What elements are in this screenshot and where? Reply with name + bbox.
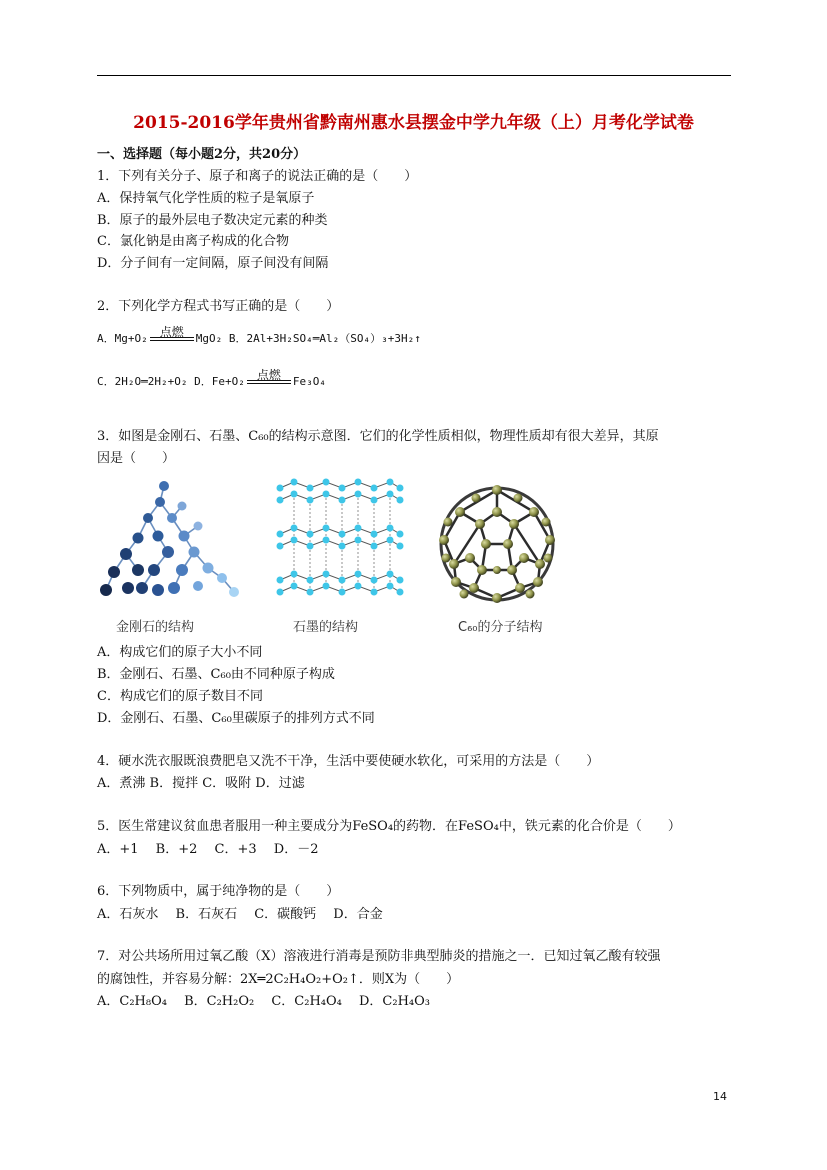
diamond-structure-figure (98, 478, 243, 606)
q2-condition-d: 点燃 (256, 368, 281, 382)
header-rule (97, 75, 731, 76)
q2-condition-arrow-a (148, 325, 196, 346)
caption-graphite: 石墨的结构 (293, 620, 359, 635)
q7-stem-line1: 7．对公共场所用过氧乙酸（X）溶液进行消毒是预防非典型肺炎的措施之一．已知过氧乙酸有较强 (97, 949, 661, 964)
q3-option-c: C．构成它们的原子数目不同 (97, 689, 263, 704)
caption-c60: C₆₀的分子结构 (458, 620, 543, 635)
q2-stem: 2．下列化学方程式书写正确的是（ ） (97, 299, 340, 314)
q4-options: A．煮沸 B．搅拌 C．吸附 D．过滤 (97, 776, 305, 791)
caption-diamond: 金刚石的结构 (116, 620, 195, 635)
q2-option-a-left: A．Mg+O₂ (97, 332, 148, 345)
q5-stem: 5．医生常建议贫血患者服用一种主要成分为FeSO₄的药物．在FeSO₄中，铁元素的化合价是（ ） (97, 819, 681, 834)
q2-option-d-right: Fe₃O₄ (292, 375, 326, 388)
q3-option-d: D．金刚石、石墨、C₆₀里碳原子的排列方式不同 (97, 711, 375, 726)
q1-option-b: B．原子的最外层电子数决定元素的种类 (97, 213, 328, 228)
q2-options-ab (97, 325, 421, 346)
q2-option-c: C．2H₂O═2H₂+O₂ (97, 375, 188, 388)
q2-option-b: B．2Al+3H₂SO₄═Al₂（SO₄）₃+3H₂↑ (228, 332, 421, 345)
page-number: 14 (713, 1090, 727, 1103)
section-heading: 一、选择题（每小题2分，共20分） (97, 147, 307, 162)
q6-stem: 6．下列物质中，属于纯净物的是（ ） (97, 884, 340, 899)
q7-options: A．C₂H₈O₄ B．C₂H₂O₂ C．C₂H₄O₄ D．C₂H₄O₃ (97, 994, 431, 1009)
q3-stem-line2: 因是（ ） (97, 451, 176, 466)
q1-option-d: D．分子间有一定间隔，原子间没有间隔 (97, 256, 329, 271)
q4-stem: 4．硬水洗衣服既浪费肥皂又洗不干净，生活中要使硬水软化，可采用的方法是（ ） (97, 754, 600, 769)
c60-structure-figure (432, 482, 562, 606)
q2-option-a-right: MgO₂ (195, 332, 223, 345)
q1-option-c: C．氯化钠是由离子构成的化合物 (97, 234, 289, 249)
q6-options: A．石灰水 B．石灰石 C．碳酸钙 D．合金 (97, 907, 383, 922)
q2-condition-arrow-d (245, 368, 293, 389)
q3-stem-line1: 3．如图是金刚石、石墨、C₆₀的结构示意图．它们的化学性质相似，物理性质却有很大差异，其原 (97, 429, 659, 444)
q3-option-a: A．构成它们的原子大小不同 (97, 645, 263, 660)
q2-options-cd (97, 368, 326, 389)
q7-stem-line2: 的腐蚀性，并容易分解：2X═2C₂H₄O₂+O₂↑．则X为（ ） (97, 972, 460, 987)
graphite-structure-figure (270, 478, 405, 606)
q2-option-d-left: D．Fe+O₂ (194, 375, 245, 388)
exam-title: 2015-2016学年贵州省黔南州惠水县摆金中学九年级（上）月考化学试卷 (133, 113, 694, 133)
q2-condition-a: 点燃 (159, 325, 184, 339)
q1-option-a: A．保持氧气化学性质的粒子是氧原子 (97, 191, 315, 206)
q5-options: A．+1 B．+2 C．+3 D．－2 (97, 842, 319, 857)
q3-option-b: B．金刚石、石墨、C₆₀由不同种原子构成 (97, 667, 335, 682)
q1-stem: 1．下列有关分子、原子和离子的说法正确的是（ ） (97, 169, 418, 184)
